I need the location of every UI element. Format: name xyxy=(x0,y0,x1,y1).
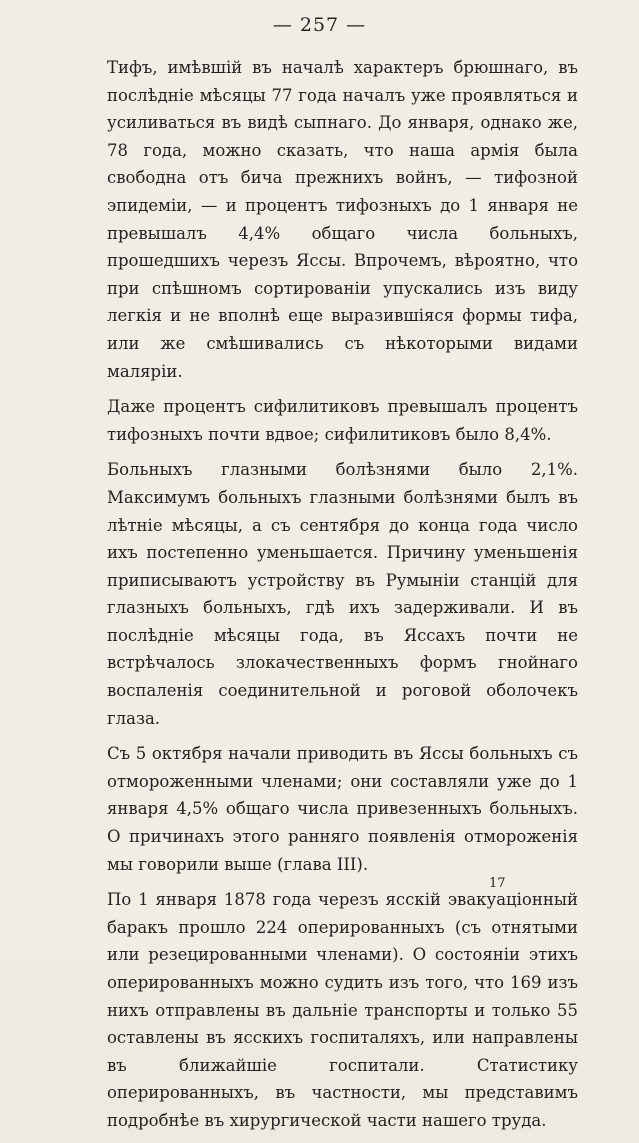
paragraph-syphilis: Даже процентъ сифилитиковъ превышалъ процентъ тифозныхъ почти вдвое; сифилитиковъ было 8,4%. xyxy=(107,397,578,444)
paragraph-eye-diseases: Больныхъ глазными болѣзнями было 2,1%. Максимумъ больныхъ глазными болѣзнями былъ въ лѣтніе мѣсяцы, а съ сентября до конца года число ихъ постепенно уменьшается. Причину уменьшенія приписываютъ устройству въ Румыніи станцій для глазныхъ больныхъ, гдѣ ихъ задерживали. И въ послѣдніе мѣсяцы года, въ Яссахъ почти не встрѣчалось злокачественныхъ формъ гнойнаго воспаленія соединительной и роговой оболочекъ глаза. xyxy=(107,460,578,728)
page-number: — 257 — xyxy=(272,14,367,36)
body-text xyxy=(107,54,578,1143)
paragraph-typhus: Тифъ, имѣвшій въ началѣ характеръ брюшнаго, въ послѣдніе мѣсяцы 77 года началъ уже проявляться и усиливаться въ видѣ сыпнаго. До января, однако же, 78 года, можно сказать, что наша армія была свободна отъ бича прежнихъ войнъ, — тифозной эпидеміи, — и процентъ тифозныхъ до 1 января не превышалъ 4,4% общаго числа больныхъ, прошедшихъ черезъ Яссы. Впрочемъ, вѣроятно, что при спѣшномъ сортированіи упускались изъ виду легкія и не вполнѣ еще выразившіяся формы тифа, или же смѣшивались съ нѣкоторыми видами маляріи. xyxy=(107,58,578,381)
signature-mark: 17 xyxy=(489,876,506,891)
paragraph-operated: По 1 января 1878 года черезъ ясскій эвакуаціонный баракъ прошло 224 оперированныхъ (съ отнятыми или резецированными членами). О состояніи этихъ оперированныхъ можно судить изъ того, что 169 изъ нихъ отправлены въ дальніе транспорты и только 55 оставлены въ ясскихъ госпиталяхъ, или направлены въ ближайшіе госпитали. Статистику оперированныхъ, въ частности, мы представимъ подробнѣе въ хирургической части нашего труда. xyxy=(107,890,578,1130)
paragraph-frostbite: Съ 5 октября начали приводить въ Яссы больныхъ съ отмороженными членами; они составляли уже до 1 января 4,5% общаго числа привезенныхъ больныхъ. О причинахъ этого ранняго появленія отмороженія мы говорили выше (глава III). xyxy=(107,744,578,874)
